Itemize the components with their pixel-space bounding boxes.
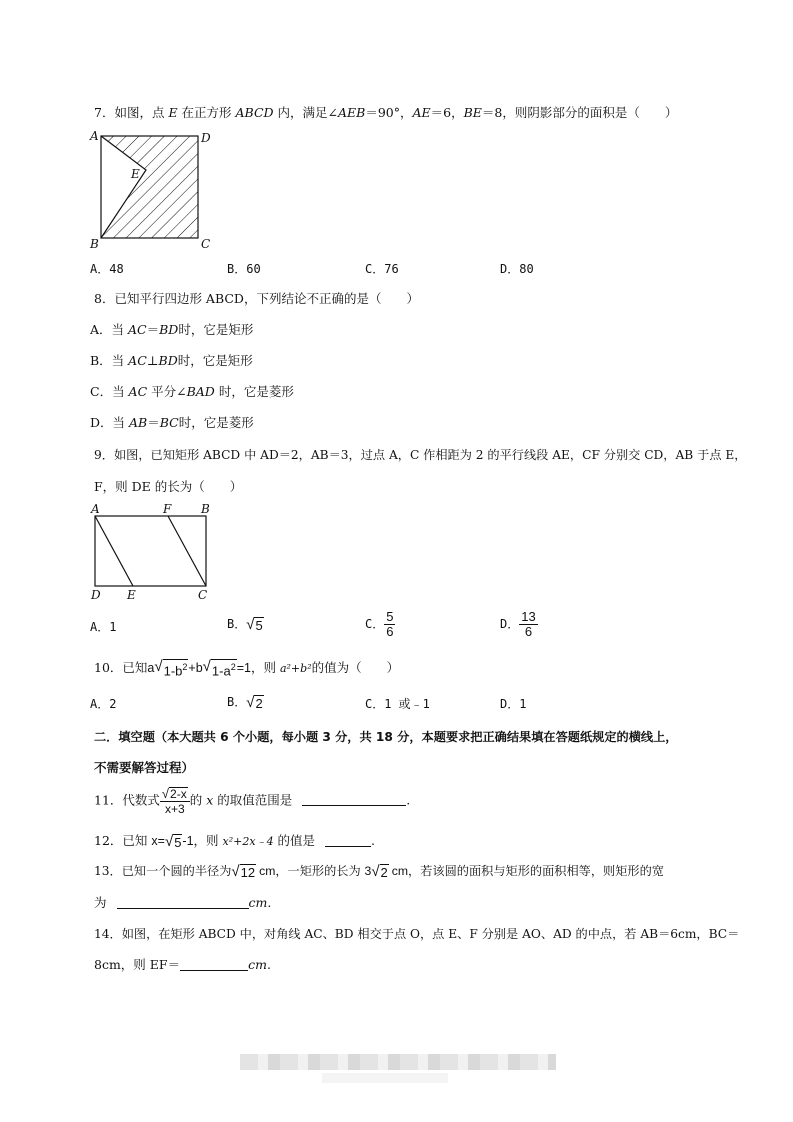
radicand: 2-x [170,786,187,801]
period: . [266,957,271,972]
option-label: C． [365,617,385,631]
q13-answer-blank[interactable] [117,896,249,909]
q9-stem-line2: F，则 DE 的长为（ ） [94,479,243,494]
q8-option-b[interactable] [90,353,253,369]
option-var: AC [128,353,147,368]
radicand: 2 [255,695,263,711]
q9-option-c[interactable] [365,610,395,639]
q9-label-d: D [91,588,101,602]
option-label: B．当 [90,353,129,368]
q12-expr: x²+2x﹣4 [222,835,274,848]
option-rel: ＝ [146,322,160,337]
sqrt: √ 2 [371,862,388,880]
q11-stem [94,786,410,816]
q11-answer-blank[interactable] [302,793,406,806]
q9-label-a: A [91,502,100,516]
q7-stem [94,105,677,121]
radicand: 12 [240,864,256,880]
var-a: a [147,661,155,676]
q8-stem: 8．已知平行四边形 ABCD，下列结论不正确的是（ ） [94,291,419,306]
sqrt: √ $1-a^2$ [202,658,236,679]
q14-stem-line1: 14．如图，在矩形 ABCD 中，对角线 AC、BD 相交于点 O，点 E、F 分别是 AO、AD 的中点，若 AB＝6cm，BC＝ [94,927,740,941]
fraction [519,610,537,639]
blurred-footer-sub [322,1073,448,1083]
sqrt: √ 12 [231,862,256,880]
q7-var: AEB [338,105,366,120]
q7-text: 内，满足∠ [273,105,338,120]
q7-text: ＝6， [430,105,464,120]
radicand-base: 1-b [163,663,183,679]
option-label: C．当 [90,384,129,399]
numerator [160,786,190,802]
radicand [163,659,189,678]
period: . [371,833,376,848]
option-label: D．当 [90,415,129,430]
option-var: AC [128,322,147,337]
radicand: 2 [380,864,388,880]
q7-text: 在正方形 [177,105,236,120]
sqrt: √ 5 [246,615,263,633]
q13-stem-line2 [94,895,271,911]
option-var: AC [128,384,148,399]
option-var: AB [129,415,148,430]
denominator: 6 [524,624,533,639]
option-rel: 平分∠ [147,384,187,399]
q7-label-b: B [90,237,99,251]
q12-mid: ，则 [193,833,223,848]
plus-b: +b [188,661,203,676]
q10-option-d[interactable]: D．1 [500,697,527,711]
option-label: A．当 [90,322,129,337]
q8-option-c[interactable] [90,384,294,400]
q14-answer-blank[interactable] [180,958,248,971]
q7-option-b[interactable]: B．60 [227,262,261,276]
q10-tail: 的值为（ ） [311,660,400,676]
option-var: BD [159,322,179,337]
q8-option-a[interactable] [90,322,253,338]
q7-option-c[interactable]: C．76 [365,262,399,276]
numerator: 5 [386,609,394,624]
q7-var: ABCD [235,105,274,120]
equals: =1 [236,661,251,676]
q10-option-c[interactable]: C．1 或﹣1 [365,697,430,711]
option-tail: 时，它是菱形 [178,415,254,430]
q11-mid: 的 [189,792,207,808]
q13-prefix: 13．已知一个圆的半径为 [94,864,232,878]
x-equals: x= [151,834,165,848]
q10-expr: a²+b² [279,662,312,676]
q9-option-d[interactable] [500,610,538,639]
q10-stem [94,659,399,678]
period: . [267,895,272,910]
q8-option-d[interactable] [90,415,254,431]
sqrt: √ 2 [246,693,263,711]
option-var: BD [158,353,178,368]
q13-mid: ，若该圆的面积与矩形的面积相等，则矩形的宽 [408,864,664,878]
q7-shaded-region [101,136,198,238]
q7-option-a[interactable]: A．48 [90,262,124,276]
option-label: B． [227,617,247,631]
q7-label-c: C [201,237,211,251]
fraction [160,786,190,816]
q12-stem [94,833,375,850]
q7-label-a: A [90,129,99,143]
q7-text: 如图，点 [114,105,169,120]
q9-label-c: C [198,588,208,602]
blurred-footer [240,1054,556,1070]
sqrt: √ 5 [164,832,182,850]
q9-label-e: E [127,588,136,602]
q12-prefix: 12．已知 [94,833,152,848]
option-var: BAD [186,384,215,399]
section2-heading-line1: 二．填空题（本大题共 6 个小题，每小题 3 分，共 18 分，本题要求把正确结果填在答题纸规定的横线上， [94,730,678,744]
q7-var: AE [412,105,431,120]
option-tail: 时，它是菱形 [214,384,294,399]
radicand [211,659,237,678]
q9-segment-ae [95,516,133,586]
option-tail: 时，它是矩形 [177,353,253,368]
q10-prefix: 10．已知 [94,660,148,676]
q7-text: ＝90°， [365,105,413,120]
option-label: B． [227,695,247,709]
sqrt: √ $1-b^2$ [154,658,188,679]
q7-text: ＝8，则阴影部分的面积是（ ） [481,105,678,120]
q13-stem-line1 [94,863,664,880]
q7-var: E [168,105,178,120]
q9-figure [85,502,220,602]
radicand: 5 [174,834,182,850]
q11-tail: 的取值范围是 [213,792,293,808]
period: . [406,792,411,808]
q7-option-d[interactable]: D．80 [500,262,534,276]
q7-label-e: E [131,167,140,181]
unit: cm [248,957,267,972]
fraction [384,610,395,639]
option-rel: ⊥ [146,353,159,368]
q7-label-d: D [201,131,211,145]
unit: cm [248,895,268,910]
q10-option-b[interactable] [227,694,264,711]
sqrt: √ 2-x [161,785,187,801]
q12-answer-blank[interactable] [325,834,371,847]
option-rel: ＝ [147,415,160,430]
q9-stem-line1: 9．如图，已知矩形 ABCD 中 AD＝2，AB＝3，过点 A，C 作相距为 2 的平行线段 AE，CF 分别交 CD，AB 于点 E， [94,448,747,462]
radicand: 5 [255,617,263,633]
exponent: 2 [182,662,188,672]
coefficient: 3 [364,864,372,878]
q9-rectangle [95,516,206,586]
option-var: BC [159,415,179,430]
q7-number: 7． [94,105,115,120]
q9-segment-cf [168,516,206,586]
denominator: 6 [386,624,394,639]
q9-option-a[interactable]: A．1 [90,620,117,634]
q14-stem-line2 [94,957,271,973]
unit: cm [391,864,409,878]
q9-option-b[interactable] [227,616,264,633]
option-label: D． [500,617,520,631]
unit: cm [259,864,276,878]
q13-prefix: 为 [94,895,107,910]
q7-var: BE [463,105,482,120]
numerator: 13 [521,609,536,624]
q12-tail: 的值是 [273,833,316,848]
q9-label-f: F [163,502,172,516]
section2-heading-line2: 不需要解答过程） [94,760,195,775]
denominator: x+3 [164,801,185,816]
exponent: 2 [230,662,236,672]
q7-figure [85,126,220,252]
radicand-base: 1-a [211,663,231,679]
minus-one: -1 [182,834,194,848]
q14-prefix: 8cm，则 EF＝ [94,957,181,972]
q10-option-a[interactable]: A．2 [90,697,117,711]
q11-prefix: 11．代数式 [94,792,160,808]
var-x: x [206,792,214,808]
q10-mid: ，则 [250,660,280,676]
q13-mid: ，一矩形的长为 [275,864,365,878]
option-tail: 时，它是矩形 [178,322,254,337]
q9-label-b: B [201,502,210,516]
